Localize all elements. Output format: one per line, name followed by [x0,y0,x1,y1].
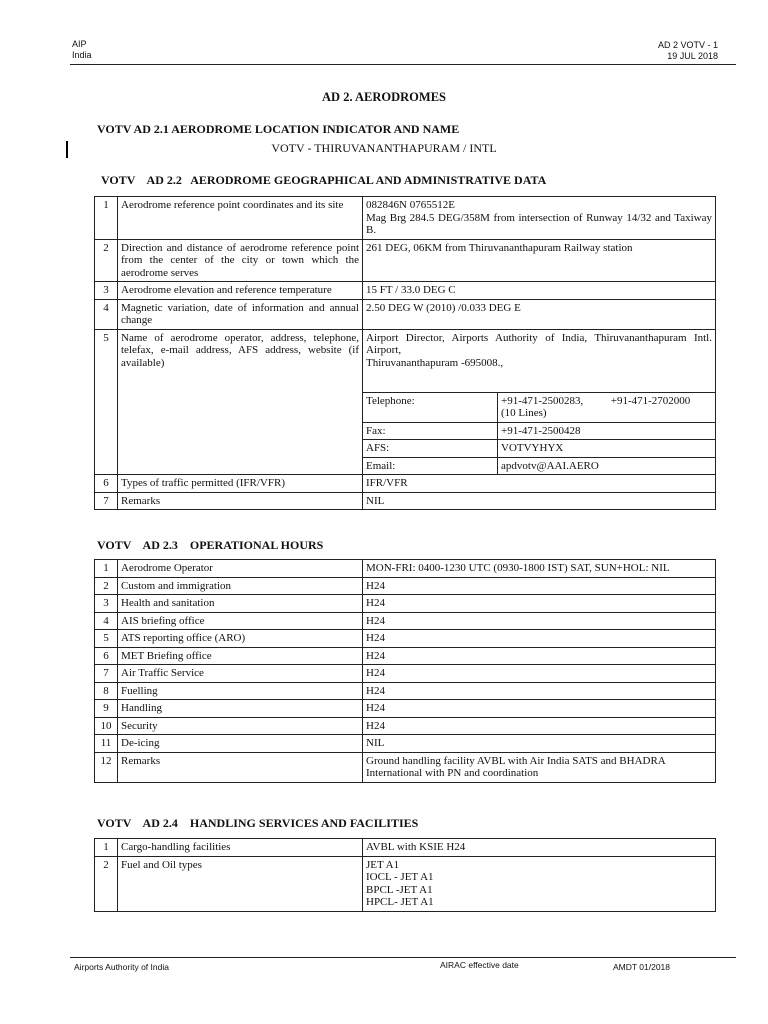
row-value: H24 [363,577,716,595]
row-number: 10 [95,717,118,735]
table-row [95,630,716,648]
table-geographical-data [94,196,716,510]
row-value: H24 [363,612,716,630]
table-row [95,239,716,282]
row-label: De-icing [118,735,363,753]
table-row [95,752,716,782]
table-row [95,197,716,240]
contact-value: +91-471-2500283, +91-471-2702000 (10 Lines) [498,392,716,422]
row-label: Fuel and Oil types [118,856,363,911]
row-number: 2 [95,856,118,911]
row-value: H24 [363,665,716,683]
row-number: 1 [95,560,118,578]
table-row [95,856,716,911]
row-number: 5 [95,329,118,475]
row-value: 15 FT / 33.0 DEG C [363,282,716,300]
table-row [95,595,716,613]
row-number: 6 [95,475,118,493]
row-number: 1 [95,839,118,857]
row-label: MET Briefing office [118,647,363,665]
table-handling-services [94,838,716,912]
row-label: Name of aerodrome operator, address, telephone, telefax, e-mail address, AFS address, website (if available) [118,329,363,475]
table-row [95,735,716,753]
footer-amendment: AMDT 01/2018 [613,962,671,972]
row-label: Aerodrome reference point coordinates and its site [118,197,363,240]
row-value: NIL [363,492,716,510]
table-operational-hours [94,559,716,783]
row-label: Custom and immigration [118,577,363,595]
table-row [95,839,716,857]
table-row [95,299,716,329]
contact-label: Email: [363,457,498,475]
row-label: AIS briefing office [118,612,363,630]
row-label: Remarks [118,492,363,510]
row-value: Airport Director, Airports Authority of India, Thiruvananthapuram Intl. Airport, Thiruvananthapuram -695008., [363,329,716,392]
header-date: 19 JUL 2018 [667,51,718,61]
footer-airac: AIRAC effective date [440,960,519,970]
contact-value: VOTVYHYX [498,440,716,458]
row-number: 4 [95,612,118,630]
table-row [95,282,716,300]
row-label: Air Traffic Service [118,665,363,683]
row-number: 3 [95,282,118,300]
row-label: Health and sanitation [118,595,363,613]
section-24-heading: VOTV AD 2.4 HANDLING SERVICES AND FACILITIES [97,816,419,830]
row-value: 2.50 DEG W (2010) /0.033 DEG E [363,299,716,329]
contact-label: Telephone: [363,392,498,422]
header-page-ref: AD 2 VOTV - 1 [657,40,718,50]
row-value: NIL [363,735,716,753]
row-value: IFR/VFR [363,475,716,493]
row-value: H24 [363,647,716,665]
row-number: 3 [95,595,118,613]
row-value: Ground handling facility AVBL with Air India SATS and BHADRA International with PN and coordination [363,752,716,782]
section-22-heading: VOTV AD 2.2 AERODROME GEOGRAPHICAL AND ADMINISTRATIVE DATA [101,173,547,187]
row-value: H24 [363,700,716,718]
contact-value: +91-471-2500428 [498,422,716,440]
row-value: 082846N 0765512E Mag Brg 284.5 DEG/358M from intersection of Runway 14/32 and Taxiway B. [363,197,716,240]
header-rule [70,64,736,65]
row-label: Magnetic variation, date of information and annual change [118,299,363,329]
row-label: Handling [118,700,363,718]
header-aip: AIP [72,39,87,49]
table-row [95,717,716,735]
row-value: H24 [363,682,716,700]
row-label: Fuelling [118,682,363,700]
row-number: 12 [95,752,118,782]
row-number: 7 [95,492,118,510]
row-number: 6 [95,647,118,665]
row-number: 2 [95,577,118,595]
row-number: 1 [95,197,118,240]
footer-publisher: Airports Authority of India [74,962,169,972]
row-label: Security [118,717,363,735]
row-label: Cargo-handling facilities [118,839,363,857]
header-right [658,40,718,62]
aerodrome-name: VOTV - THIRUVANANTHAPURAM / INTL [271,141,497,155]
table-row [95,647,716,665]
table-row [95,700,716,718]
header-left [72,39,92,61]
row-number: 4 [95,299,118,329]
table-row [95,612,716,630]
row-number: 2 [95,239,118,282]
row-value: 261 DEG, 06KM from Thiruvananthapuram Railway station [363,239,716,282]
row-label: Aerodrome elevation and reference temperature [118,282,363,300]
row-value: JET A1 IOCL - JET A1 BPCL -JET A1 HPCL- JET A1 [363,856,716,911]
row-label: ATS reporting office (ARO) [118,630,363,648]
table-row [95,492,716,510]
section-23-heading: VOTV AD 2.3 OPERATIONAL HOURS [97,538,324,552]
row-value: H24 [363,717,716,735]
row-label: Types of traffic permitted (IFR/VFR) [118,475,363,493]
row-value: AVBL with KSIE H24 [363,839,716,857]
table-row [95,665,716,683]
row-number: 5 [95,630,118,648]
table-row [95,682,716,700]
contact-label: AFS: [363,440,498,458]
footer-rule [70,957,736,958]
row-label: Direction and distance of aerodrome reference point from the center of the city or town which the aerodrome serves [118,239,363,282]
section-21-heading: VOTV AD 2.1 AERODROME LOCATION INDICATOR AND NAME [97,122,460,136]
row-number: 7 [95,665,118,683]
table-row [95,475,716,493]
contact-label: Fax: [363,422,498,440]
contact-value: apdvotv@AAI.AERO [498,457,716,475]
table-row [95,329,716,392]
table-row [95,560,716,578]
page-title: AD 2. AERODROMES [322,90,446,104]
row-value: H24 [363,630,716,648]
row-number: 8 [95,682,118,700]
row-number: 9 [95,700,118,718]
row-value: MON-FRI: 0400-1230 UTC (0930-1800 IST) SAT, SUN+HOL: NIL [363,560,716,578]
row-label: Remarks [118,752,363,782]
row-value: H24 [363,595,716,613]
header-country: India [72,50,92,60]
row-number: 11 [95,735,118,753]
table-row [95,577,716,595]
row-label: Aerodrome Operator [118,560,363,578]
